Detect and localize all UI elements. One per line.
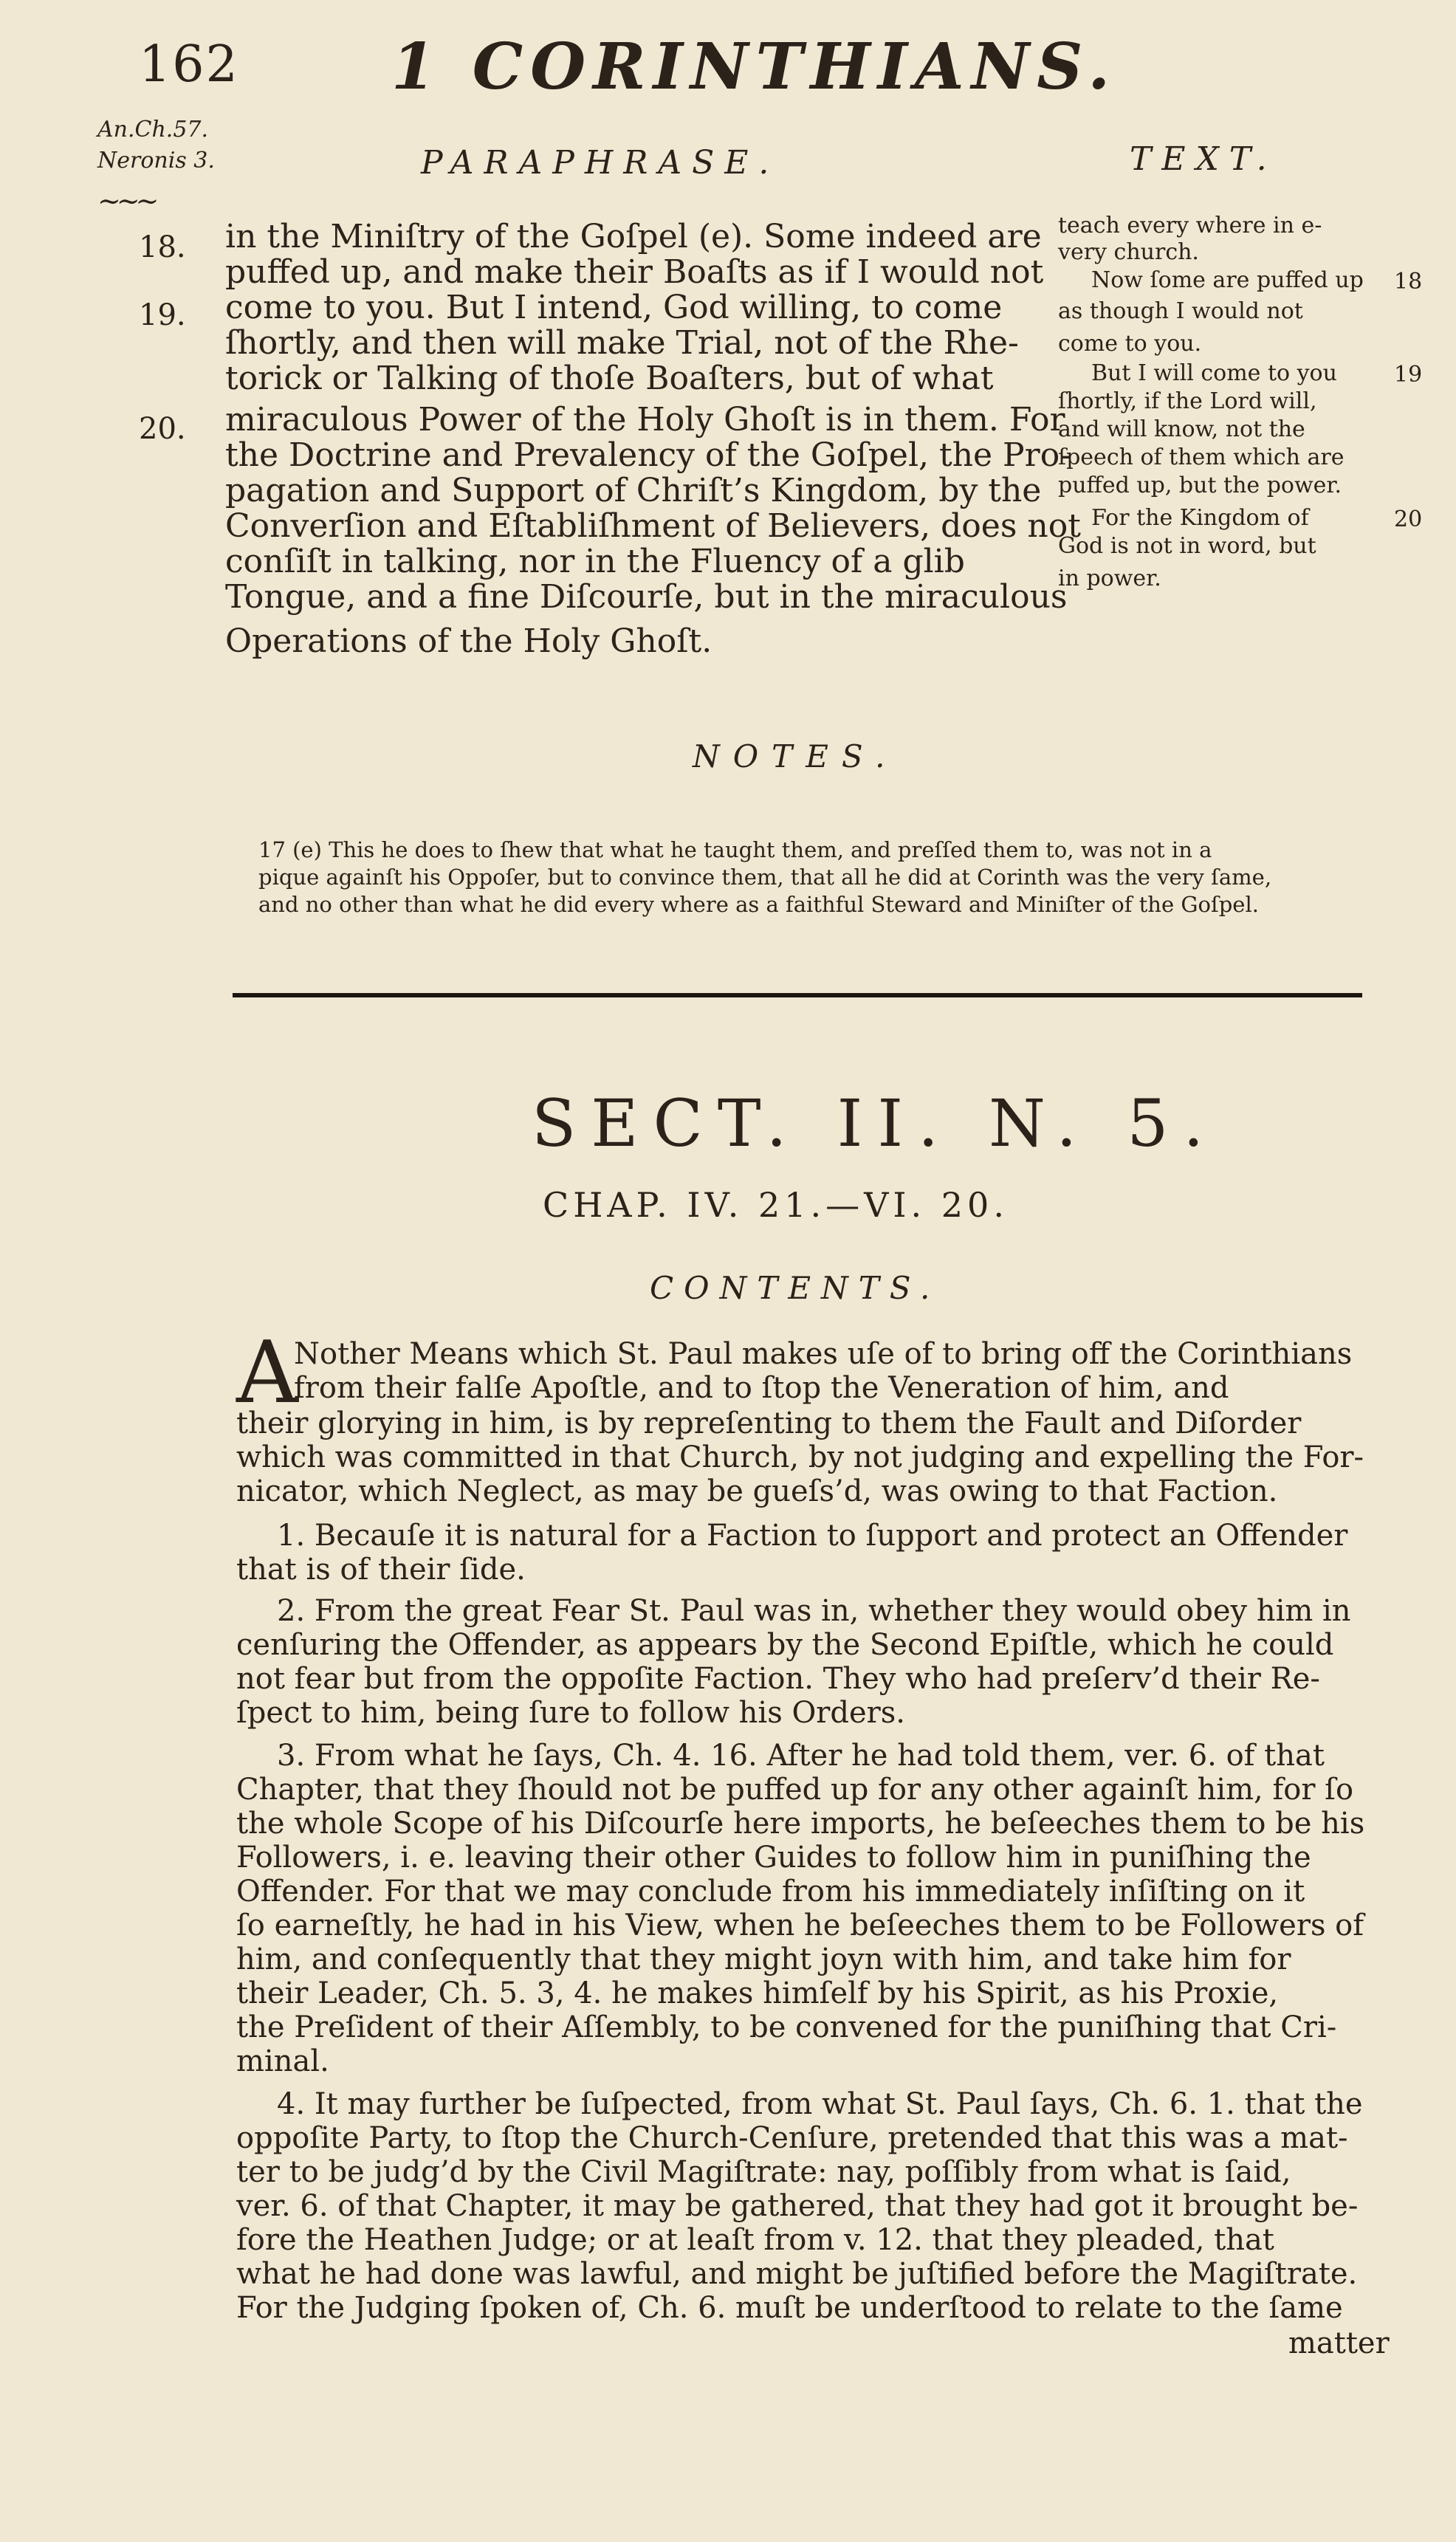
paraphrase-line: in the Miniſtry of the Goſpel (e). Some indeed are <box>225 218 1042 255</box>
contents-line: 1. Becauſe it is natural for a Faction to ſupport and protect an Offender <box>277 1519 1348 1553</box>
paraphrase-heading: PARAPHRASE. <box>421 144 780 182</box>
margin-note-year: An.Ch.57. <box>97 117 209 142</box>
text-line: come to you. <box>1058 331 1202 357</box>
contents-line: 3. From what he ſays, Ch. 4. 16. After he had told them, ver. 6. of that <box>277 1739 1325 1773</box>
contents-line: the whole Scope of his Diſcourſe here imports, he beſeeches them to be his <box>236 1807 1365 1841</box>
drop-cap: A <box>236 1323 298 1423</box>
contents-line: cenſuring the Offender, as appears by the Second Epiſtle, which he could <box>236 1628 1334 1662</box>
text-verse-number: 20 <box>1394 506 1423 532</box>
text-line: as though I would not <box>1058 298 1303 324</box>
paraphrase-line: Tongue, and a fine Diſcourſe, but in the miraculous <box>225 578 1068 616</box>
note-line: 17 (e) This he does to ſhew that what he taught them, and preſſed them to, was not in a <box>258 837 1212 862</box>
text-line: teach every where in e- <box>1058 213 1322 238</box>
contents-line: nicator, which Neglect, as may be gueſs’d, was owing to that Faction. <box>236 1474 1278 1508</box>
note-line: and no other than what he did every where as a faithful Steward and Miniſter of the Goſpel. <box>258 892 1259 917</box>
paraphrase-line: puffed up, and make their Boaſts as if I would not <box>225 253 1044 291</box>
note-line: pique againſt his Oppoſer, but to convince them, that all he did at Corinth was the very ſame, <box>258 865 1272 890</box>
margin-note-reign: Neronis 3. <box>97 148 215 174</box>
notes-heading: NOTES. <box>693 738 899 774</box>
paraphrase-line: the Doctrine and Prevalency of the Goſpel, the Pro- <box>225 436 1071 474</box>
catchword: matter <box>1288 2326 1390 2360</box>
text-line: and will know, not the <box>1058 416 1305 442</box>
paraphrase-line: torick or Talking of thoſe Boaſters, but of what <box>225 360 994 397</box>
contents-line: oppoſite Party, to ſtop the Church-Cenſure, pretended that this was a mat- <box>236 2121 1348 2155</box>
chapter-range: CHAP. IV. 21.—VI. 20. <box>543 1185 1009 1225</box>
text-line: Now ſome are puffed up <box>1091 267 1364 293</box>
contents-line: ſpect to him, being ſure to follow his Orders. <box>236 1696 906 1730</box>
paraphrase-line: come to you. But I intend, God willing, to come <box>225 289 1003 326</box>
ornament-flourish: ~~~ <box>97 185 155 217</box>
contents-line: him, and conſequently that they might joyn with him, and take him for <box>236 1942 1291 1976</box>
verse-number: 18. <box>139 230 186 264</box>
paraphrase-line: Operations of the Holy Ghoſt. <box>225 622 712 660</box>
contents-line: what he had done was lawful, and might be juſtified before the Magiſtrate. <box>236 2257 1358 2291</box>
text-line: ſhortly, if the Lord will, <box>1058 388 1317 414</box>
contents-line: the Preſident of their Aſſembly, to be convened for the puniſhing that Cri- <box>236 2010 1337 2044</box>
page-number: 162 <box>139 35 239 94</box>
contents-line: ter to be judg’d by the Civil Magiſtrate: nay, poſſibly from what is ſaid, <box>236 2155 1291 2189</box>
running-title: 1 CORINTHIANS. <box>391 30 1118 104</box>
contents-heading: CONTENTS. <box>650 1270 941 1306</box>
contents-line: Chapter, that they ſhould not be puffed up for any other againſt him, for ſo <box>236 1773 1354 1807</box>
contents-line: their glorying in him, is by repreſenting to them the Fault and Diſorder <box>236 1406 1302 1440</box>
contents-line: For the Judging ſpoken of, Ch. 6. muſt be underſtood to relate to the ſame <box>236 2291 1343 2325</box>
contents-line: ver. 6. of that Chapter, it may be gathered, that they had got it brought be- <box>236 2189 1359 2223</box>
text-heading: TEXT. <box>1130 140 1277 178</box>
contents-line: minal. <box>236 2044 329 2078</box>
contents-line: 4. It may further be ſuſpected, from what St. Paul ſays, Ch. 6. 1. that the <box>277 2087 1363 2121</box>
contents-line: which was committed in that Church, by not judging and expelling the For- <box>236 1440 1364 1474</box>
paraphrase-line: conſiſt in talking, nor in the Fluency of a glib <box>225 543 965 580</box>
contents-line: Nother Means which St. Paul makes uſe of to bring off the Corinthians <box>294 1337 1353 1371</box>
contents-line: Offender. For that we may conclude from his immediately inſiſting on it <box>236 1875 1305 1909</box>
text-line: ſpeech of them which are <box>1058 444 1345 470</box>
contents-line: Followers, i. e. leaving their other Guides to follow him in puniſhing the <box>236 1841 1311 1875</box>
contents-line: from their falſe Apoſtle, and to ſtop the Veneration of him, and <box>294 1371 1229 1405</box>
text-line: For the Kingdom of <box>1091 505 1309 531</box>
verse-number: 19. <box>139 298 186 332</box>
text-verse-number: 19 <box>1394 362 1423 388</box>
text-line: in power. <box>1058 566 1161 591</box>
text-line: But I will come to you <box>1091 360 1337 386</box>
text-line: very church. <box>1058 239 1199 265</box>
contents-line: ſo earneſtly, he had in his View, when he beſeeches them to be Followers of <box>236 1909 1364 1942</box>
paraphrase-line: Converſion and Eſtabliſhment of Believers, does not <box>225 507 1081 545</box>
contents-line: that is of their ſide. <box>236 1553 526 1587</box>
verse-number: 20. <box>139 412 186 446</box>
section-title: SECT. II. N. 5. <box>532 1085 1219 1161</box>
paraphrase-line: ſhortly, and then will make Trial, not of the Rhe- <box>225 324 1019 362</box>
contents-line: their Leader, Ch. 5. 3, 4. he makes himſelf by his Spirit, as his Proxie, <box>236 1976 1279 2010</box>
text-line: God is not in word, but <box>1058 533 1316 559</box>
contents-line: not fear but from the oppoſite Faction. They who had preſerv’d their Re- <box>236 1662 1320 1696</box>
section-divider-rule <box>233 993 1362 997</box>
text-line: puffed up, but the power. <box>1058 473 1342 498</box>
contents-line: 2. From the great Fear St. Paul was in, whether they would obey him in <box>277 1594 1351 1628</box>
paraphrase-line: pagation and Support of Chriſt’s Kingdom, by the <box>225 472 1042 509</box>
text-verse-number: 18 <box>1394 269 1423 295</box>
contents-line: fore the Heathen Judge; or at leaſt from v. 12. that they pleaded, that <box>236 2223 1274 2257</box>
paraphrase-line: miraculous Power of the Holy Ghoſt is in them. For <box>225 401 1065 439</box>
